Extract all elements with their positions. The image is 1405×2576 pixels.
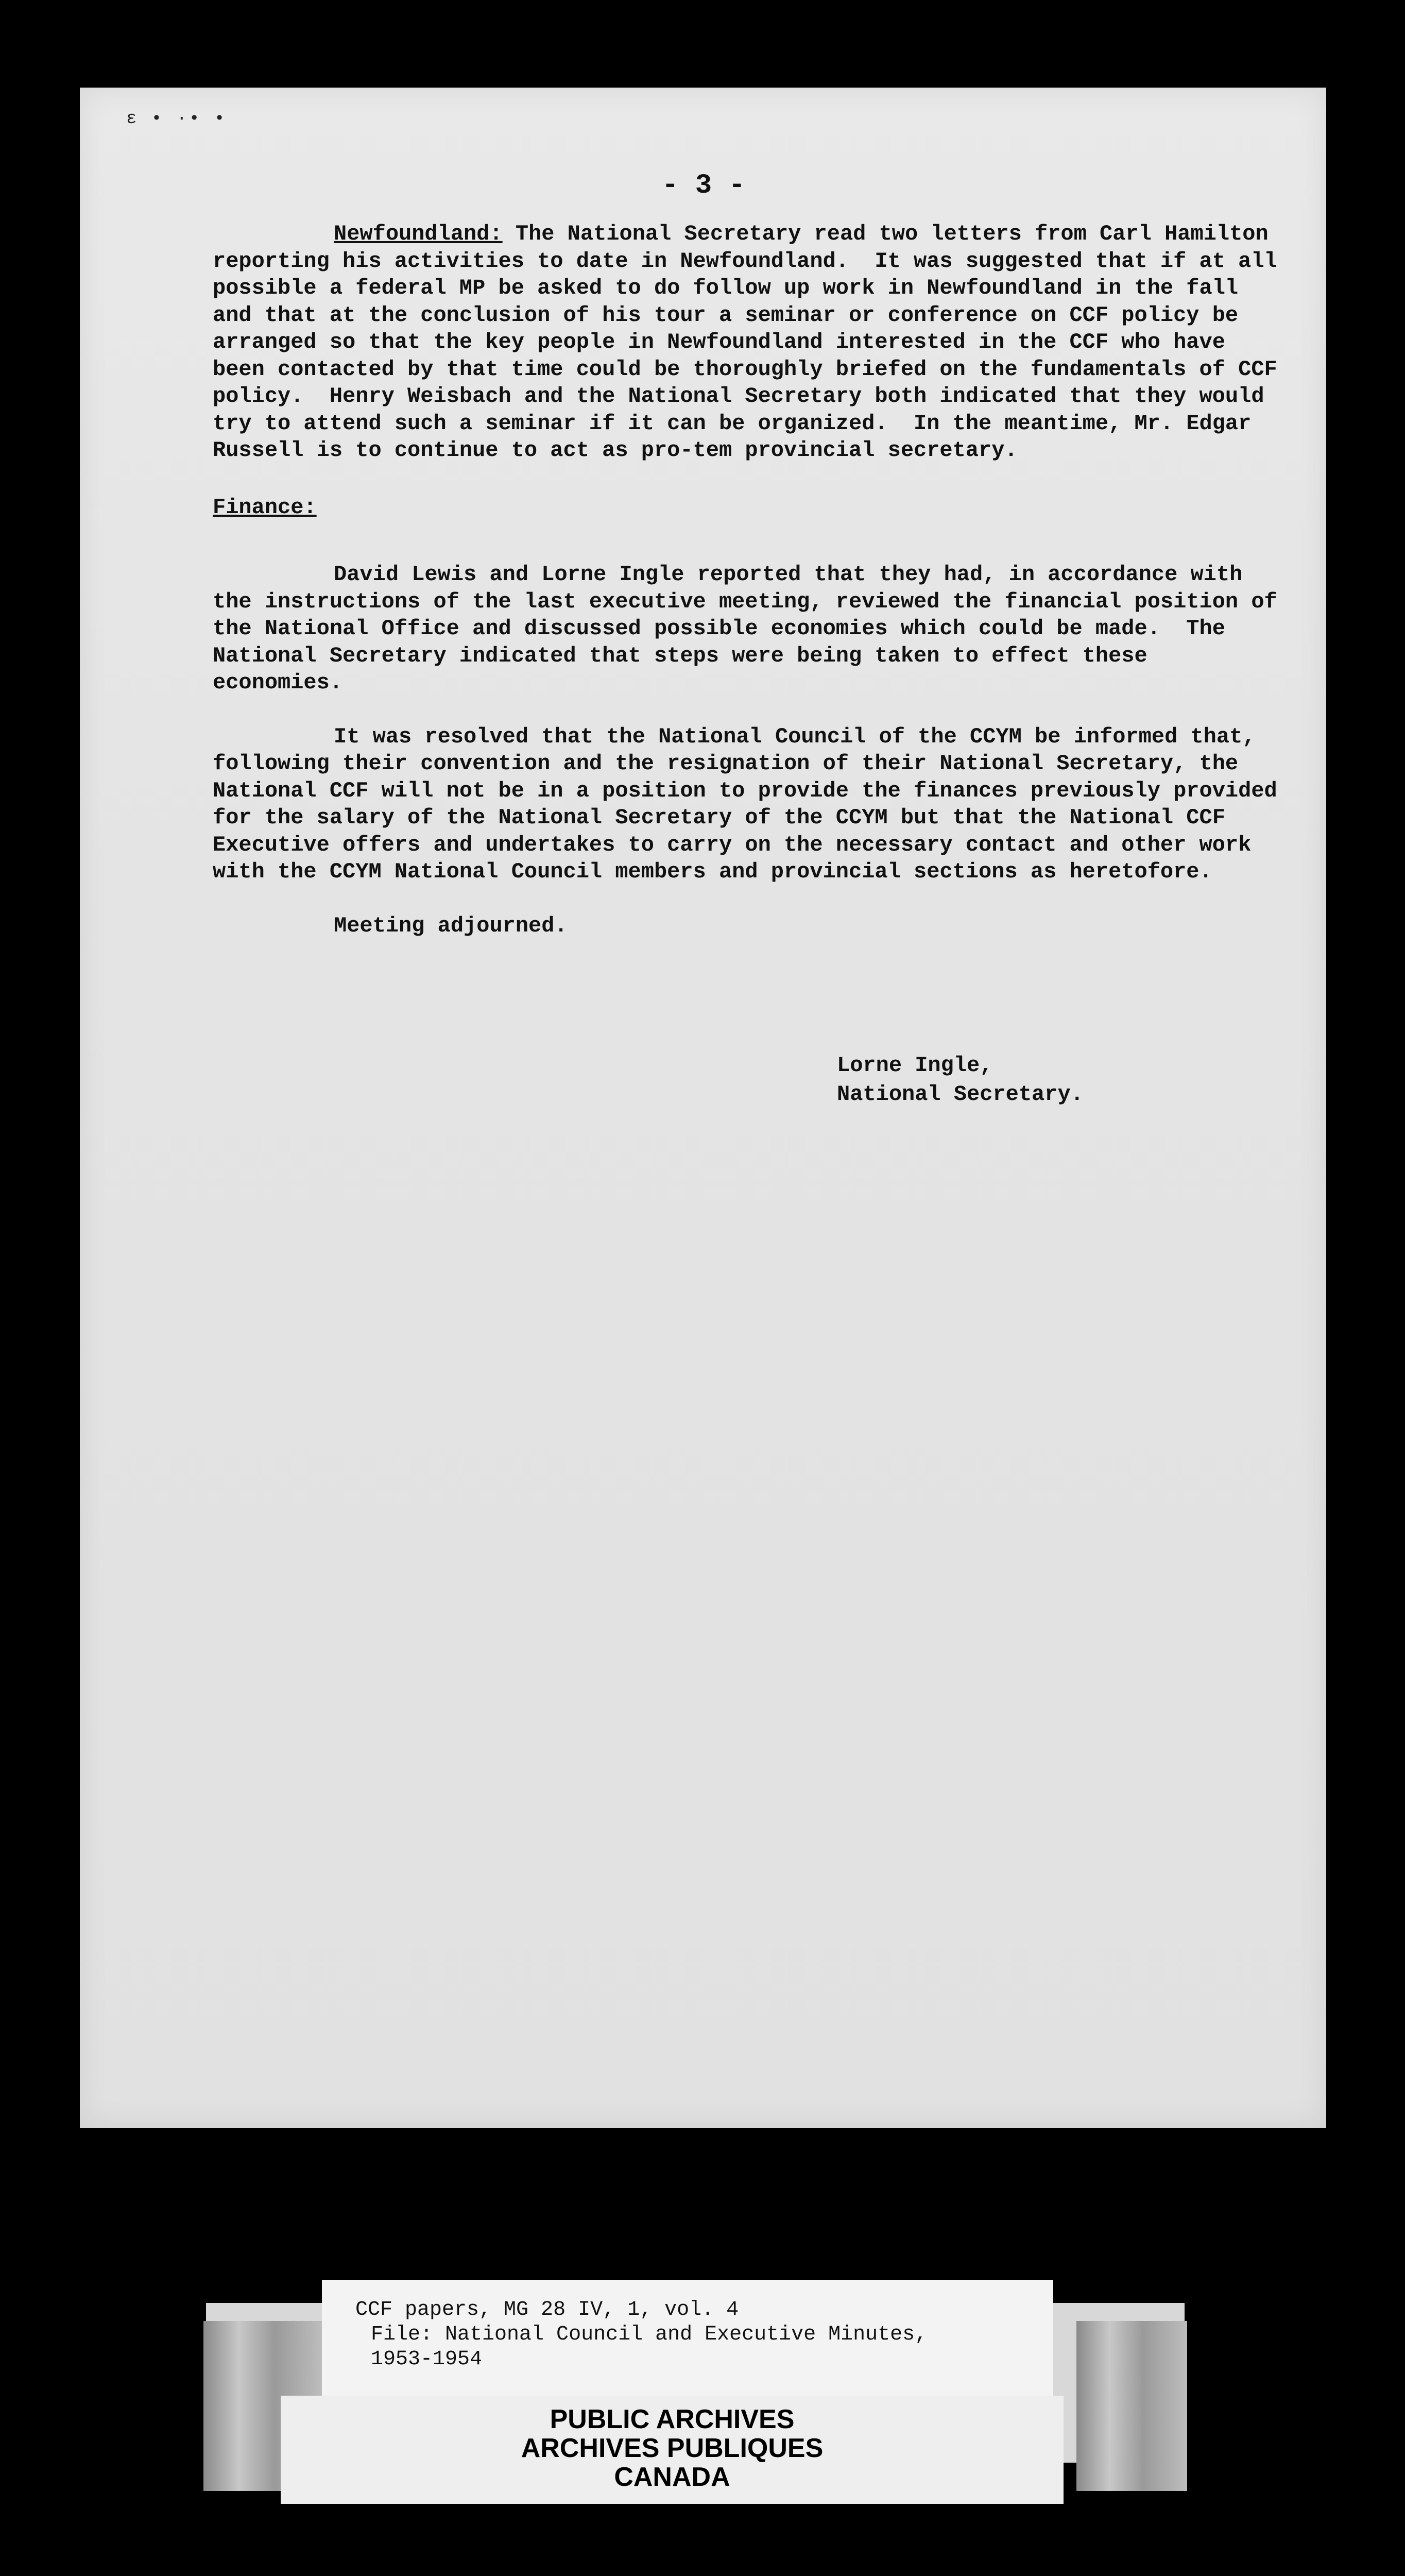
signature-title: National Secretary.: [837, 1082, 1084, 1107]
signature-name: Lorne Ingle,: [837, 1053, 993, 1078]
archive-label-line-2: File: National Council and Executive Minutes,: [371, 2323, 928, 2346]
newfoundland-paragraph: [213, 221, 1289, 464]
closing-line: Meeting adjourned.: [334, 913, 568, 938]
document-body: [213, 221, 1289, 939]
corner-mark: ɛ • ·• •: [126, 109, 227, 129]
archive-label: [355, 2298, 927, 2372]
scanned-page: [80, 88, 1326, 2128]
archive-stamp-line-2: ARCHIVES PUBLIQUES: [521, 2433, 824, 2463]
page-number: - 3 -: [662, 170, 746, 201]
archive-stamp-line-1: PUBLIC ARCHIVES: [550, 2404, 795, 2434]
archive-label-line-1: CCF papers, MG 28 IV, 1, vol. 4: [355, 2298, 739, 2321]
tape-right: [1076, 2321, 1187, 2491]
newfoundland-text: The National Secretary read two letters from Carl Hamilton reporting his activities to date in Newfoundland. It was suggested that if at all possible a federal MP be asked to do follow up work in Newfoundland in the fall and that at the conclusion of his tour a seminar or conference on CCF policy be arranged so that the key people in Newfoundland interested in the CCF who have been contacted by that time could be thoroughly briefed on the fundamentals of CCF policy. Henry Weisbach and the National Secretary both indicated that they would try to attend such a seminar if it can be organized. In the meantime, Mr. Edgar Russell is to continue to act as pro-tem provincial secretary.: [213, 222, 1290, 463]
finance-paragraph-2: It was resolved that the National Council of the CCYM be informed that, following their convention and the resignation of their National Secretary, the National CCF will not be in a position to provide the finances previously provided for the salary of the National Secretary of the CCYM but that the National CCF Executive offers and undertakes to carry on the necessary contact and other work with the CCYM National Council members and provincial sections as heretofore.: [213, 724, 1290, 884]
signature-block: [837, 1051, 1084, 1109]
newfoundland-heading: Newfoundland:: [334, 222, 503, 246]
archive-stamp-line-3: CANADA: [614, 2462, 730, 2492]
finance-paragraph-1: David Lewis and Lorne Ingle reported that they had, in accordance with the instructions of the last executive meeting, reviewed the financial position of the National Office and discussed possible economies which could be made. The National Secretary indicated that steps were being taken to effect these economies.: [213, 562, 1290, 695]
archive-stamp: [281, 2405, 1064, 2492]
archive-label-line-3: 1953-1954: [371, 2348, 483, 2371]
finance-heading: Finance:: [213, 495, 317, 520]
